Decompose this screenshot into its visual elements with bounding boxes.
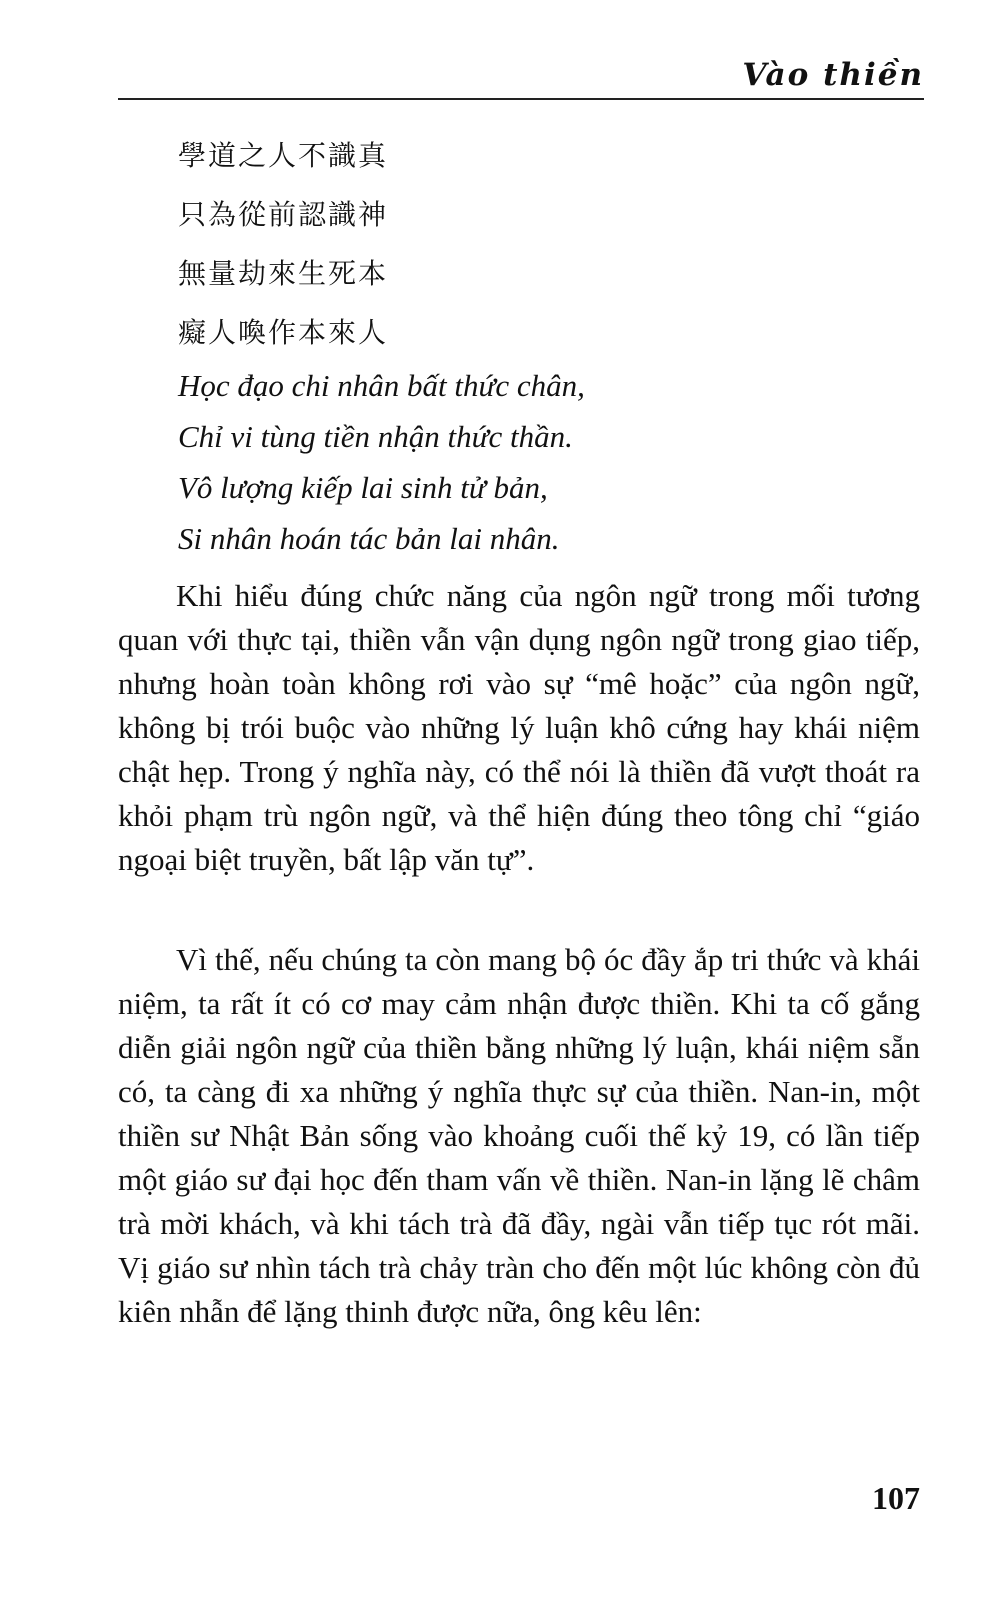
- chinese-poem-line: 學道之人不識真: [178, 139, 389, 172]
- running-title: Vào thiền: [742, 57, 924, 93]
- page-number: 107: [872, 1480, 920, 1516]
- vietnamese-poem-line: Học đạo chi nhân bất thức chân,: [178, 368, 585, 403]
- chinese-poem-line: 只為從前認識神: [178, 198, 389, 231]
- chinese-poem-line: 無量劫來生死本: [178, 257, 389, 290]
- running-header: [118, 52, 924, 100]
- body-paragraph: Khi hiểu đúng chức năng của ngôn ngữ trong mối tương quan với thực tại, thiền vẫn vận dụng ngôn ngữ trong giao tiếp, nhưng hoàn toàn không rơi vào sự “mê hoặc” của ngôn ngữ, không bị trói buộc vào những lý luận khô cứng hay khái niệm chật hẹp. Trong ý nghĩa này, có thể nói là thiền đã vượt thoát ra khỏi phạm trù ngôn ngữ, và thể hiện đúng theo tông chỉ “giáo ngoại biệt truyền, bất lập văn tự”.: [118, 578, 920, 877]
- body-paragraph: Vì thế, nếu chúng ta còn mang bộ óc đầy ắp tri thức và khái niệm, ta rất ít có cơ may cảm nhận được thiền. Khi ta cố gắng diễn giải ngôn ngữ của thiền bằng những lý luận, khái niệm sẵn có, ta càng đi xa những ý nghĩa thực sự của thiền. Nan-in, một thiền sư Nhật Bản sống vào khoảng cuối thế kỷ 19, có lần tiếp một giáo sư đại học đến tham vấn về thiền. Nan-in lặng lẽ châm trà mời khách, và khi tách trà đã đầy, ngài vẫn tiếp tục rót mãi. Vị giáo sư nhìn tách trà chảy tràn cho đến một lúc không còn đủ kiên nhẫn để lặng thinh được nữa, ông kêu lên:: [118, 942, 920, 1329]
- vietnamese-poem-line: Si nhân hoán tác bản lai nhân.: [178, 521, 560, 556]
- vietnamese-poem-line: Chỉ vi tùng tiền nhận thức thần.: [178, 419, 573, 454]
- chinese-poem: [178, 126, 388, 362]
- chinese-poem-line: 癡人喚作本來人: [178, 316, 389, 349]
- vietnamese-poem-line: Vô lượng kiếp lai sinh tử bản,: [178, 470, 548, 505]
- vietnamese-poem: [178, 360, 585, 564]
